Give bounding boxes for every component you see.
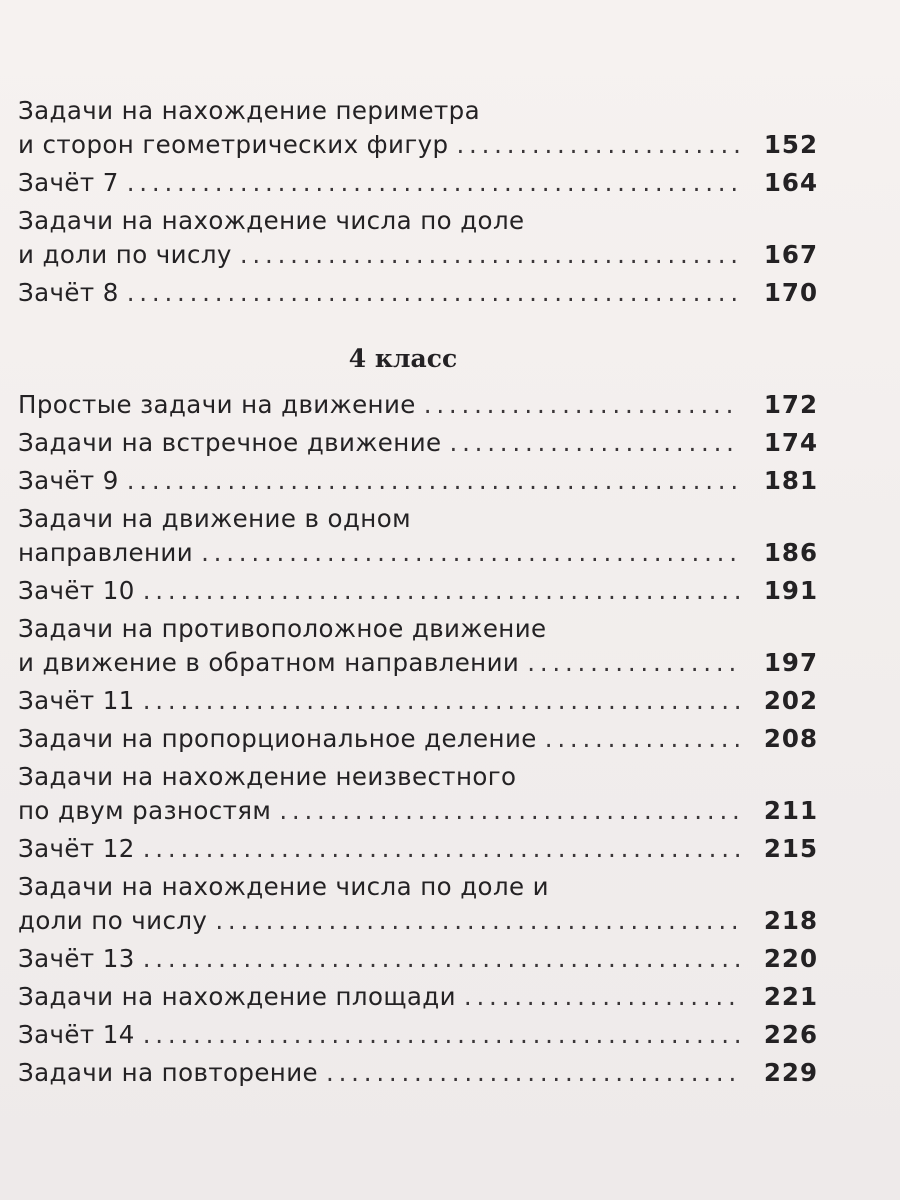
toc-entry-title: Задачи на нахождение площади [18,982,456,1011]
toc-entry-title: по двум разностям [18,796,272,825]
toc-page-number: 229 [763,1058,818,1087]
dot-leader [127,464,740,498]
section-heading: 4 класс [348,344,458,373]
toc-entry-title: Задачи на нахождение периметра [18,96,481,125]
toc-entry-title: направлении [18,538,194,567]
toc-entry-line [18,1018,818,1052]
toc-page-number: 202 [763,686,818,715]
toc-page-number: 167 [763,240,818,269]
toc-entry [18,1056,818,1090]
toc-entry-line [18,166,818,200]
toc-entry [18,684,818,718]
toc-page-number: 215 [763,834,818,863]
toc-entry-line [18,464,818,498]
toc-entry-title: Задачи на нахождение числа по доле и [18,872,549,901]
toc-entry [18,388,818,422]
toc-entry-line [18,904,818,938]
toc-page-number: 208 [763,724,818,753]
toc-page-number: 186 [763,538,818,567]
toc-entry-line [18,612,818,646]
dot-leader [545,722,740,756]
toc-entry-title: и доли по числу [18,240,232,269]
toc-entry [18,980,818,1014]
toc-entry-title: Задачи на противоположное движение [18,614,547,643]
dot-leader [326,1056,740,1090]
toc-entry [18,94,818,162]
toc-entry-line [18,870,818,904]
dot-leader [215,904,740,938]
toc-entry-line [18,646,818,680]
toc-entry-line [18,980,818,1014]
toc-group-grade-4 [18,388,818,1090]
toc-page-number: 174 [763,428,818,457]
toc-entry-title: Зачёт 13 [18,944,135,973]
dot-leader [127,166,740,200]
toc-entry-line [18,942,818,976]
toc-entry-line [18,1056,818,1090]
toc-entry-title: Зачёт 12 [18,834,135,863]
toc-entry-title: Зачёт 7 [18,168,119,197]
toc-entry-line [18,794,818,828]
table-of-contents [18,94,818,1094]
dot-leader [143,832,740,866]
toc-entry [18,760,818,828]
toc-page-number: 181 [763,466,818,495]
dot-leader [127,276,740,310]
dot-leader [450,426,741,460]
toc-entry [18,574,818,608]
toc-entry-title: Задачи на движение в одном [18,504,411,533]
toc-entry-title: Простые задачи на движение [18,390,416,419]
toc-page-number: 191 [763,576,818,605]
toc-entry-line [18,832,818,866]
toc-entry-line [18,722,818,756]
dot-leader [143,942,740,976]
toc-entry-line [18,276,818,310]
toc-entry-title: Зачёт 11 [18,686,135,715]
toc-entry-line [18,502,818,536]
toc-entry-title: доли по числу [18,906,208,935]
toc-entry-line [18,574,818,608]
toc-entry [18,426,818,460]
dot-leader [201,536,740,570]
toc-entry [18,166,818,200]
dot-leader [143,684,740,718]
toc-entry [18,612,818,680]
dot-leader [424,388,740,422]
toc-entry [18,722,818,756]
toc-page-number: 152 [763,130,818,159]
toc-entry-line [18,94,818,128]
toc-entry-line [18,684,818,718]
toc-entry-line [18,238,818,272]
toc-entry [18,870,818,938]
toc-page-number: 221 [763,982,818,1011]
dot-leader [464,980,740,1014]
toc-entry [18,464,818,498]
toc-page-number: 170 [763,278,818,307]
toc-entry-line [18,128,818,162]
toc-entry-title: Зачёт 14 [18,1020,135,1049]
toc-page-number: 197 [763,648,818,677]
toc-page-number: 164 [763,168,818,197]
toc-entry [18,276,818,310]
toc-page-number: 211 [763,796,818,825]
toc-entry [18,1018,818,1052]
dot-leader [240,238,740,272]
toc-entry-line [18,760,818,794]
toc-page-number: 172 [763,390,818,419]
toc-entry [18,502,818,570]
toc-group-grade-3 [18,94,818,310]
toc-page-number: 226 [763,1020,818,1049]
toc-entry [18,942,818,976]
toc-page-number: 220 [763,944,818,973]
toc-entry-title: Зачёт 10 [18,576,135,605]
dot-leader [279,794,740,828]
toc-entry-line [18,204,818,238]
toc-entry-title: Задачи на нахождение числа по доле [18,206,525,235]
dot-leader [143,1018,740,1052]
dot-leader [456,128,740,162]
dot-leader [143,574,740,608]
toc-entry-title: Задачи на встречное движение [18,428,442,457]
toc-entry-line [18,536,818,570]
toc-entry-line [18,388,818,422]
toc-entry [18,832,818,866]
dot-leader [527,646,740,680]
toc-entry-title: Задачи на нахождение неизвестного [18,762,517,791]
toc-entry-title: Зачёт 8 [18,278,119,307]
toc-entry-title: Задачи на пропорциональное деление [18,724,537,753]
toc-entry [18,204,818,272]
toc-entry-line [18,426,818,460]
toc-entry-title: и сторон геометрических фигур [18,130,449,159]
toc-entry-title: Задачи на повторение [18,1058,319,1087]
toc-entry-title: и движение в обратном направлении [18,648,520,677]
toc-page-number: 218 [763,906,818,935]
toc-entry-title: Зачёт 9 [18,466,119,495]
